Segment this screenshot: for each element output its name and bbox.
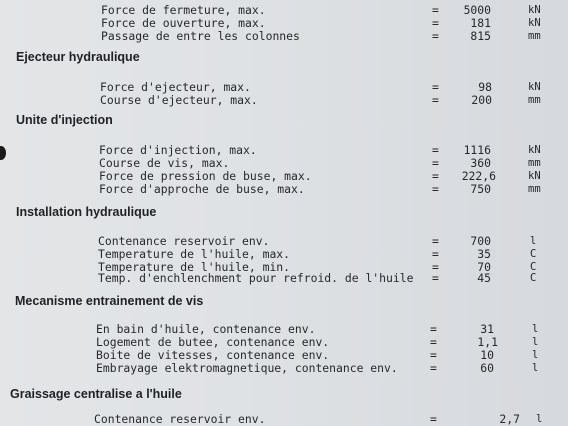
equals-sign: = — [432, 143, 439, 157]
spec-unit: kN — [528, 144, 541, 156]
spec-value: 360 — [470, 156, 491, 170]
spec-label: Course de vis, max. — [99, 156, 230, 170]
spec-value: 10 — [480, 348, 494, 362]
spec-label: Embrayage elektromagnetique, contenance env. — [96, 361, 398, 375]
spec-value: 98 — [478, 80, 492, 94]
spec-label: Force d'approche de buse, max. — [99, 182, 305, 196]
spec-row — [0, 362, 568, 375]
spec-label: Logement de butee, contenance env. — [96, 335, 330, 349]
spec-unit: mm — [528, 30, 541, 42]
spec-label: Force d'ejecteur, max. — [100, 80, 251, 94]
spec-unit: kN — [528, 4, 541, 16]
equals-sign: = — [432, 234, 439, 248]
spec-value: 2,7 — [499, 412, 520, 426]
spec-unit: mm — [528, 157, 541, 169]
spec-unit: l — [530, 235, 537, 247]
equals-sign: = — [432, 169, 439, 183]
spec-label: Contenance reservoir env. — [98, 234, 270, 248]
spec-value: 815 — [470, 29, 491, 43]
spec-unit: l — [532, 336, 539, 348]
spec-unit: l — [532, 323, 539, 335]
spec-row — [0, 30, 568, 43]
spec-value: 750 — [470, 182, 491, 196]
equals-sign: = — [432, 271, 439, 285]
spec-label: Passage de entre les colonnes — [101, 29, 300, 43]
spec-label: Force d'injection, max. — [99, 143, 257, 157]
section-title: Ejecteur hydraulique — [16, 50, 140, 64]
equals-sign: = — [430, 348, 437, 362]
section-title: Graissage centralise a l'huile — [10, 387, 182, 401]
spec-unit: C — [530, 261, 537, 273]
spec-value: 35 — [477, 247, 491, 261]
spec-value: 181 — [470, 16, 491, 30]
equals-sign: = — [432, 93, 439, 107]
spec-label: Boite de vitesses, contenance env. — [96, 348, 330, 362]
spec-unit: C — [530, 248, 537, 260]
spec-value: 60 — [480, 361, 494, 375]
equals-sign: = — [430, 335, 437, 349]
equals-sign: = — [432, 16, 439, 30]
spec-unit: l — [532, 362, 539, 374]
spec-value: 70 — [477, 260, 491, 274]
equals-sign: = — [430, 361, 437, 375]
equals-sign: = — [430, 322, 437, 336]
spec-row — [0, 94, 568, 107]
spec-row — [0, 272, 568, 285]
spec-value: 222,6 — [461, 169, 496, 183]
spec-unit: l — [536, 413, 543, 425]
spec-value: 200 — [471, 93, 492, 107]
section-title: Installation hydraulique — [16, 205, 157, 219]
equals-sign: = — [432, 260, 439, 274]
spec-unit: kN — [528, 81, 541, 93]
section-title: Mecanisme entrainement de vis — [15, 294, 204, 308]
spec-value: 700 — [470, 234, 491, 248]
spec-label: Course d'ejecteur, max. — [100, 93, 258, 107]
spec-label: Temperature de l'huile, max. — [98, 247, 291, 261]
spec-label: Contenance reservoir env. — [94, 412, 266, 426]
spec-unit: mm — [528, 94, 541, 106]
spec-unit: kN — [528, 17, 541, 29]
spec-label: Temperature de l'huile, min. — [98, 260, 291, 274]
spec-label: Force de fermeture, max. — [101, 3, 266, 17]
spec-unit: mm — [528, 183, 541, 195]
spec-label: En bain d'huile, contenance env. — [96, 322, 316, 336]
section-title: Unite d'injection — [16, 113, 113, 127]
spec-value: 5000 — [463, 3, 491, 17]
spec-row — [0, 183, 568, 196]
equals-sign: = — [432, 3, 439, 17]
equals-sign: = — [432, 247, 439, 261]
equals-sign: = — [432, 156, 439, 170]
equals-sign: = — [432, 182, 439, 196]
spec-label: Force de pression de buse, max. — [99, 169, 312, 183]
equals-sign: = — [430, 412, 437, 426]
spec-value: 1,1 — [477, 335, 498, 349]
spec-unit: l — [532, 349, 539, 361]
spec-label: Temp. d'enchlenchment pour refroid. de l'huile — [98, 271, 414, 285]
spec-unit: kN — [528, 170, 541, 182]
spec-label: Force de ouverture, max. — [101, 16, 266, 30]
spec-value: 1116 — [463, 143, 491, 157]
equals-sign: = — [432, 29, 439, 43]
spec-unit: C — [530, 272, 537, 284]
spec-value: 45 — [477, 271, 491, 285]
equals-sign: = — [432, 80, 439, 94]
spec-row — [0, 413, 568, 426]
spec-value: 31 — [480, 322, 494, 336]
